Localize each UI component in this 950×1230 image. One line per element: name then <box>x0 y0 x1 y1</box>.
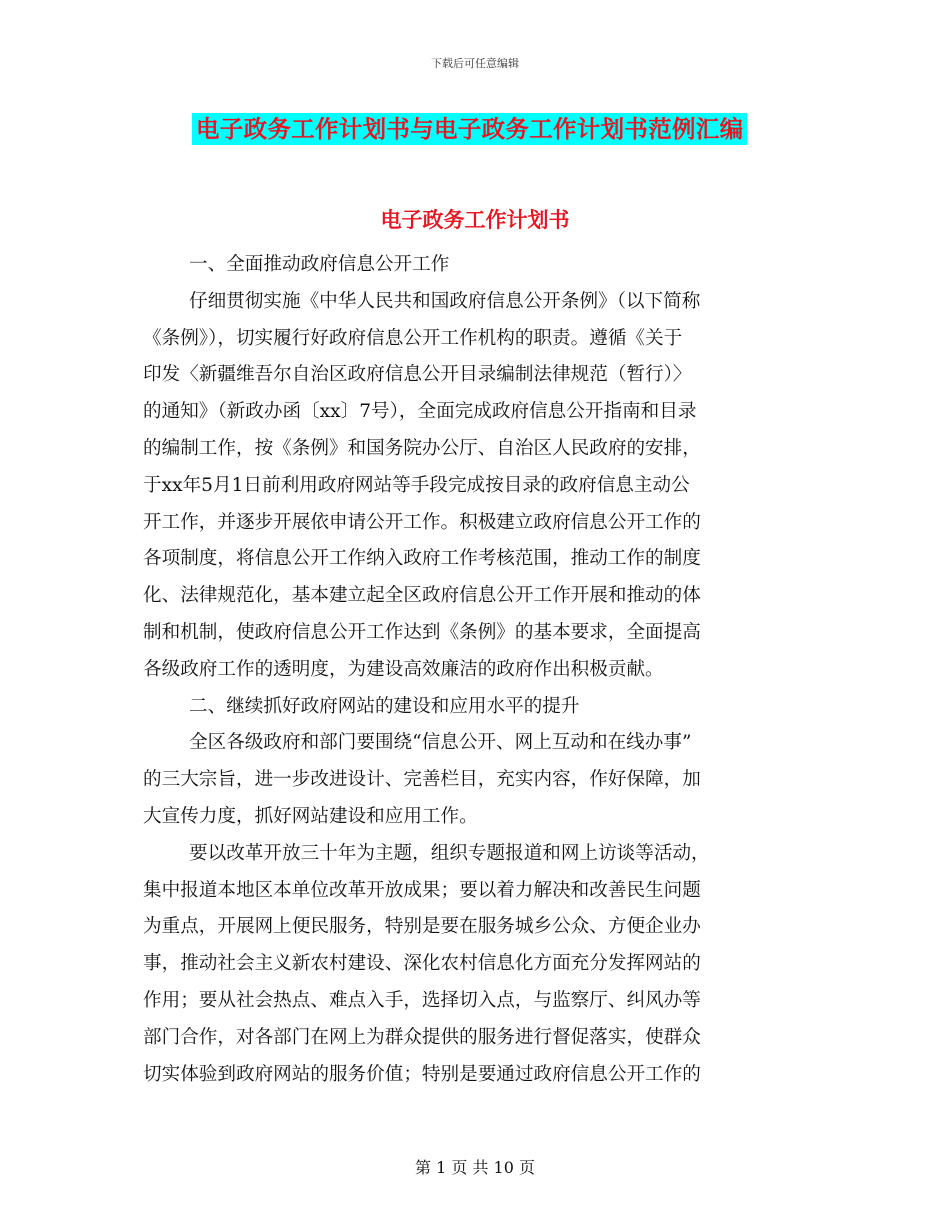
paragraph-line: 各级政府工作的透明度，为建设高效廉洁的政府作出积极贡献。 <box>143 658 664 680</box>
paragraph-line: 各项制度，将信息公开工作纳入政府工作考核范围，推动工作的制度 <box>143 548 701 570</box>
paragraph-line: 制和机制，使政府信息公开工作达到《条例》的基本要求，全面提高 <box>143 621 701 643</box>
paragraph-line: 于xx年5月1日前利用政府网站等手段完成按目录的政府信息主动公 <box>143 474 690 496</box>
body-text <box>143 247 798 1093</box>
paragraph-line: 全区各级政府和部门要围绕“信息公开、网上互动和在线办事” <box>189 732 692 754</box>
paragraph-line: 事，推动社会主义新农村建设、深化农村信息化方面充分发挥网站的 <box>143 953 701 975</box>
header-note: 下载后可任意编辑 <box>431 57 519 70</box>
paragraph-line: 《条例》），切实履行好政府信息公开工作机构的职责。遵循《关于 <box>143 327 683 349</box>
paragraph-line: 的编制工作，按《条例》和国务院办公厅、自治区人民政府的安排， <box>143 437 701 459</box>
paragraph-line: 作用；要从社会热点、难点入手，选择切入点，与监察厅、纠风办等 <box>143 989 701 1011</box>
paragraph-line: 的三大宗旨，进一步改进设计、完善栏目，充实内容，作好保障，加 <box>143 769 701 791</box>
paragraph-line: 集中报道本地区本单位改革开放成果；要以着力解决和改善民生问题 <box>143 879 701 901</box>
heading-line: 二、继续抓好政府网站的建设和应用水平的提升 <box>189 695 580 717</box>
paragraph-line: 印发〈新疆维吾尔自治区政府信息公开目录编制法律规范（暂行）〉 <box>143 364 692 386</box>
paragraph-line: 的通知》（新政办函〔xx〕7号），全面完成政府信息公开指南和目录 <box>143 401 697 423</box>
paragraph-line: 大宣传力度，抓好网站建设和应用工作。 <box>143 805 478 827</box>
paragraph-line: 化、法律规范化，基本建立起全区政府信息公开工作开展和推动的体 <box>143 585 701 607</box>
paragraph-line: 切实体验到政府网站的服务价值；特别是要通过政府信息公开工作的 <box>143 1063 701 1085</box>
paragraph-line: 部门合作，对各部门在网上为群众提供的服务进行督促落实，使群众 <box>143 1026 701 1048</box>
paragraph-line: 开工作，并逐步开展依申请公开工作。积极建立政府信息公开工作的 <box>143 511 701 533</box>
section-title: 电子政务工作计划书 <box>380 207 570 232</box>
page-footer: 第 1 页 共 10 页 <box>415 1158 535 1177</box>
heading-line: 一、全面推动政府信息公开工作 <box>189 254 450 275</box>
paragraph-line: 为重点，开展网上便民服务，特别是要在服务城乡公众、方便企业办 <box>143 916 701 938</box>
paragraph-line: 要以改革开放三十年为主题，组织专题报道和网上访谈等活动， <box>189 842 710 864</box>
paragraph-line: 仔细贯彻实施《中华人民共和国政府信息公开条例》（以下简称 <box>189 290 701 312</box>
main-title: 电子政务工作计划书与电子政务工作计划书范例汇编 <box>192 113 747 145</box>
